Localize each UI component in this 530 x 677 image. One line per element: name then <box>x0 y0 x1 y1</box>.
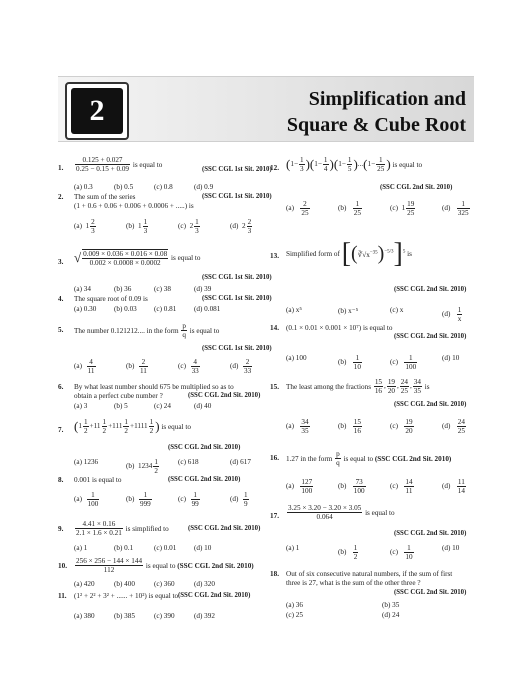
question-13-source: (SSC CGL 2nd Sit. 2010) <box>394 286 467 293</box>
question-6-line2: obtain a perfect cube number ? <box>74 392 163 400</box>
chapter-number-badge <box>65 82 129 140</box>
question-14-source: (SSC CGL 2nd Sit. 2010) <box>394 333 467 340</box>
question-18-line2: three is 27, what is the sum of the other three ? <box>286 579 421 587</box>
chapter-number: 2 <box>71 88 123 134</box>
question-15-source: (SSC CGL 2nd Sit. 2010) <box>394 401 467 408</box>
question-7-source: (SSC CGL 2nd Sit. 2010) <box>168 444 241 451</box>
question-5-source: (SSC CGL 1st Sit. 2010) <box>202 345 272 352</box>
question-17-source: (SSC CGL 2nd Sit. 2010) <box>394 530 467 537</box>
question-12-source: (SSC CGL 2nd Sit. 2010) <box>380 184 453 191</box>
question-18-source: (SSC CGL 2nd Sit. 2010) <box>394 589 467 596</box>
question-9-source: (SSC CGL 2nd Sit. 2010) <box>188 525 261 532</box>
question-4-source: (SSC CGL 1st Sit. 2010) <box>202 295 272 302</box>
question-2-line2: (1 + 0.6 + 0.06 + 0.006 + 0.0006 + .....) is <box>74 202 194 210</box>
question-8-source: (SSC CGL 2nd Sit. 2010) <box>168 476 241 483</box>
chapter-title <box>287 86 466 138</box>
question-2-source: (SSC CGL 1st Sit. 2010) <box>202 193 272 200</box>
question-1-source: (SSC CGL 1st Sit. 2010) <box>202 166 272 173</box>
question-11-source: (SSC CGL 2nd Sit. 2010) <box>178 592 251 599</box>
question-6-source: (SSC CGL 2nd Sit. 2010) <box>188 392 261 399</box>
question-3-source: (SSC CGL 1st Sit. 2010) <box>202 274 272 281</box>
chapter-title-line2: Square & Cube Root <box>286 114 466 136</box>
chapter-title-line1: Simplification and <box>308 88 466 110</box>
